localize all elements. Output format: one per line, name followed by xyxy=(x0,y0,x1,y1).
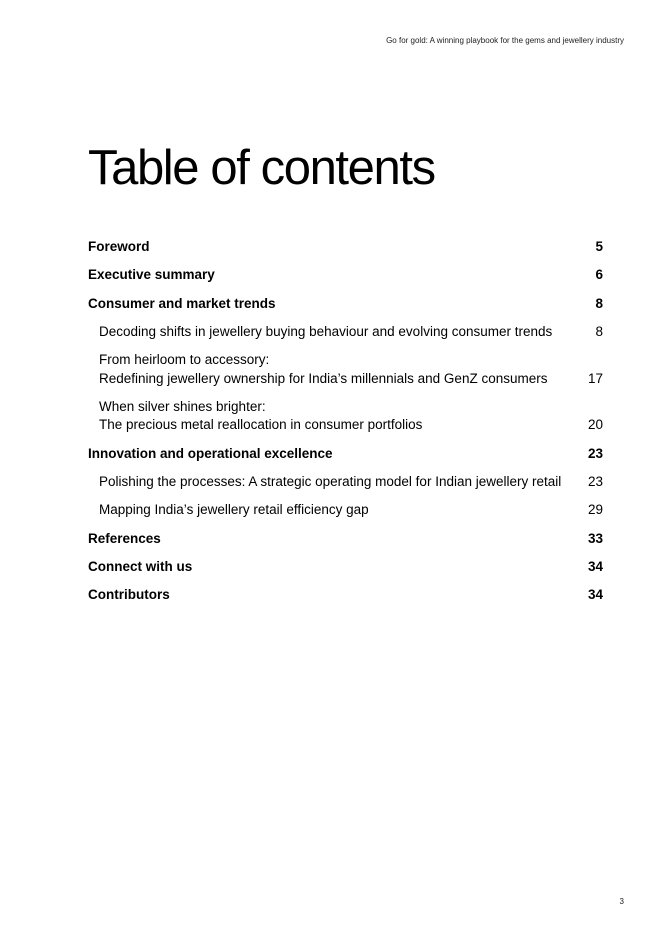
toc-entry-label: Connect with us xyxy=(88,558,193,574)
toc-entry-page: 5 xyxy=(595,239,603,254)
toc-entry-label: When silver shines brighter: The precious metal reallocation in consumer portfolios xyxy=(99,398,423,433)
toc-entry-contributors[interactable] xyxy=(88,586,603,605)
toc-entry-page: 34 xyxy=(587,587,603,603)
toc-entry-silver-shines[interactable] xyxy=(88,398,603,435)
toc-entry-page: 17 xyxy=(587,370,603,386)
toc-entry-decoding-shifts[interactable] xyxy=(88,323,603,342)
toc-entry-page: 20 xyxy=(587,417,603,433)
toc-entry-label: Foreword xyxy=(88,239,150,254)
toc-entry-page: 29 xyxy=(587,502,603,518)
toc-entry-label: Decoding shifts in jewellery buying behaviour and evolving consumer trends xyxy=(99,323,553,339)
toc-entry-page: 8 xyxy=(595,295,603,311)
toc-entry-page: 34 xyxy=(587,558,603,574)
toc-entry-heirloom-to-accessory[interactable] xyxy=(88,351,603,388)
toc-entry-label: Mapping India’s jewellery retail efficiency gap xyxy=(99,502,369,518)
toc-entry-connect-with-us[interactable] xyxy=(88,558,603,577)
toc-entry-executive-summary[interactable] xyxy=(88,266,603,285)
toc-entry-foreword[interactable] xyxy=(88,238,603,257)
toc-entry-label: References xyxy=(88,530,161,546)
toc-entry-label: Consumer and market trends xyxy=(88,295,276,311)
toc-entry-innovation[interactable] xyxy=(88,445,603,464)
toc-entry-references[interactable] xyxy=(88,530,603,549)
toc-entry-label: Executive summary xyxy=(88,267,215,283)
toc-entry-page: 6 xyxy=(595,267,603,283)
toc-entry-label: Contributors xyxy=(88,587,170,603)
toc-entry-label: Polishing the processes: A strategic operating model for Indian jewellery retail xyxy=(99,474,562,490)
toc-entry-label: Innovation and operational excellence xyxy=(88,445,333,461)
page-number: 3 xyxy=(619,897,624,906)
toc-entry-page: 23 xyxy=(587,445,603,461)
toc-entry-efficiency-gap[interactable] xyxy=(88,501,603,520)
toc-entry-page: 33 xyxy=(587,530,603,546)
running-header: Go for gold: A winning playbook for the gems and jewellery industry xyxy=(386,36,624,45)
toc-entry-consumer-market-trends[interactable] xyxy=(88,295,603,314)
toc-entry-label: From heirloom to accessory: Redefining jewellery ownership for India’s millennials and GenZ consumers xyxy=(99,352,548,386)
toc-entry-page: 23 xyxy=(587,474,603,490)
toc-entry-page: 8 xyxy=(595,323,603,339)
toc-entry-polishing-processes[interactable] xyxy=(88,473,603,492)
page-title: Table of contents xyxy=(88,141,435,195)
table-of-contents xyxy=(88,238,603,615)
